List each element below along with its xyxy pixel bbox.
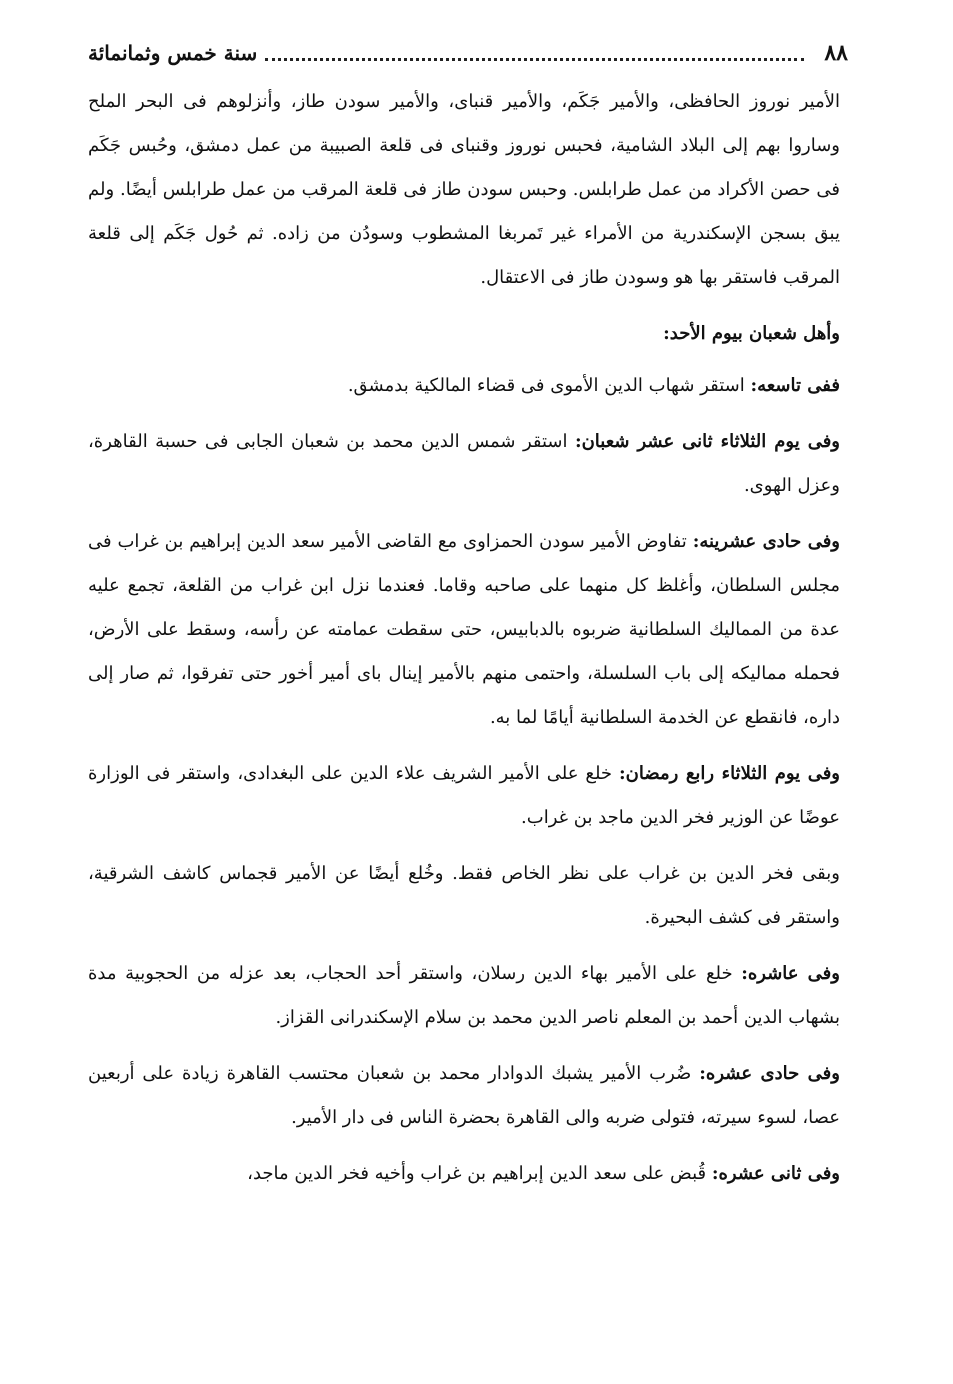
paragraph-text: استقر شمس الدين محمد بن شعبان الجابى فى حسبة القاهرة، وعزل الهوى. [88, 431, 840, 496]
paragraph-entry [88, 520, 840, 740]
paragraph-lead: ففى تاسعه: [750, 375, 840, 396]
paragraph-entry [88, 852, 840, 940]
running-title: سنة خمس وثمانمائة [88, 41, 258, 65]
page-body [88, 80, 840, 1208]
paragraph-heading [88, 312, 840, 356]
paragraph-entry [88, 1152, 840, 1196]
paragraph-lead: وفى يوم الثلاثاء ثانى عشر شعبان: [574, 431, 840, 452]
paragraph-entry [88, 752, 840, 840]
paragraph-text: ضُرب الأمير يشبك الدوادار محمد بن شعبان محتسب القاهرة زيادة على أربعين عصا، لسوء سيرته، فتولى ضربه والى القاهرة بحضرة الناس فى دار الأمير. [88, 1063, 840, 1128]
paragraph-entry [88, 1052, 840, 1140]
page-header [88, 36, 848, 70]
paragraph-lead: وفى ثانى عشره: [711, 1163, 840, 1184]
paragraph-entry [88, 364, 840, 408]
paragraph-lead: وفى يوم الثلاثاء رابع رمضان: [619, 763, 840, 784]
paragraph-text: خلع على الأمير الشريف علاء الدين على البغدادى، واستقر فى الوزارة عوضًا عن الوزير فخر الدين ماجد بن غراب. [88, 763, 840, 828]
paragraph-lead: وفى عاشره: [741, 963, 840, 984]
paragraph-lead: وفى حادى عشرينه: [692, 531, 841, 552]
paragraph-text: الأمير نوروز الحافظى، والأمير جَكَم، والأمير قنباى، والأمير سودن طاز، وأنزلوهم فى البحر الملح وساروا بهم إلى البلاد الشامية، فحبس نوروز وقنباى فى قلعة الصبيبة من عمل دمشق، وحُبس جَكَم فى حصن الأكراد من عمل طرابلس. وحبس سودن طاز فى قلعة المرقب من عمل طرابلس أيضًا. ولم يبق بسجن الإسكندرية من الأمراء غير تَمربغا المشطوب وسودُن من زاده. ثم حُول جَكَم إلى قلعة المرقب فاستقر بها هو وسودن طاز فى الاعتقال. [88, 91, 840, 288]
paragraph-text: استقر شهاب الدين الأموى فى قضاء المالكية بدمشق. [347, 375, 745, 396]
paragraph-continuation [88, 80, 840, 300]
paragraph-entry [88, 952, 840, 1040]
dotted-leader [265, 58, 804, 61]
paragraph-lead: وأهل شعبان بيوم الأحد: [663, 323, 840, 344]
paragraph-entry [88, 420, 840, 508]
paragraph-lead: وفى حادى عشره: [699, 1063, 840, 1084]
paragraph-text: قُبض على سعد الدين إبراهيم بن غراب وأخيه فخر الدين ماجد، [247, 1163, 707, 1184]
paragraph-text: تفاوض الأمير سودن الحمزاوى مع القاضى الأمير سعد الدين إبراهيم بن غراب فى مجلس السلطان، وأغلظ كل منهما على صاحبه وقاما. فعندما نزل ابن غراب من القلعة، تجمع عليه عدة من المماليك السلطانية ضربوه بالدبابيس، حتى سقطت عمامته عن رأسه، وسقط على الأرض، فحمله مماليكه إلى باب السلسلة، واحتمى منهم بالأمير إينال باى أمير أخور حتى تفرقوا، ثم صار إلى داره، فانقطع عن الخدمة السلطانية أيامًا لما به. [88, 531, 840, 728]
paragraph-text: خلع على الأمير بهاء الدين رسلان، واستقر أحد الحجاب، بعد عزله من الحجوبية مدة بشهاب الدين أحمد بن المعلم ناصر الدين محمد بن سلام الإسكندرانى القزاز. [88, 963, 840, 1028]
page-number: ٨٨ [824, 40, 848, 66]
paragraph-text: وبقى فخر الدين بن غراب على نظر الخاص فقط. وخُلع أيضًا عن الأمير قجماس كاشف الشرقية، واستقر فى كشف البحيرة. [88, 863, 840, 928]
